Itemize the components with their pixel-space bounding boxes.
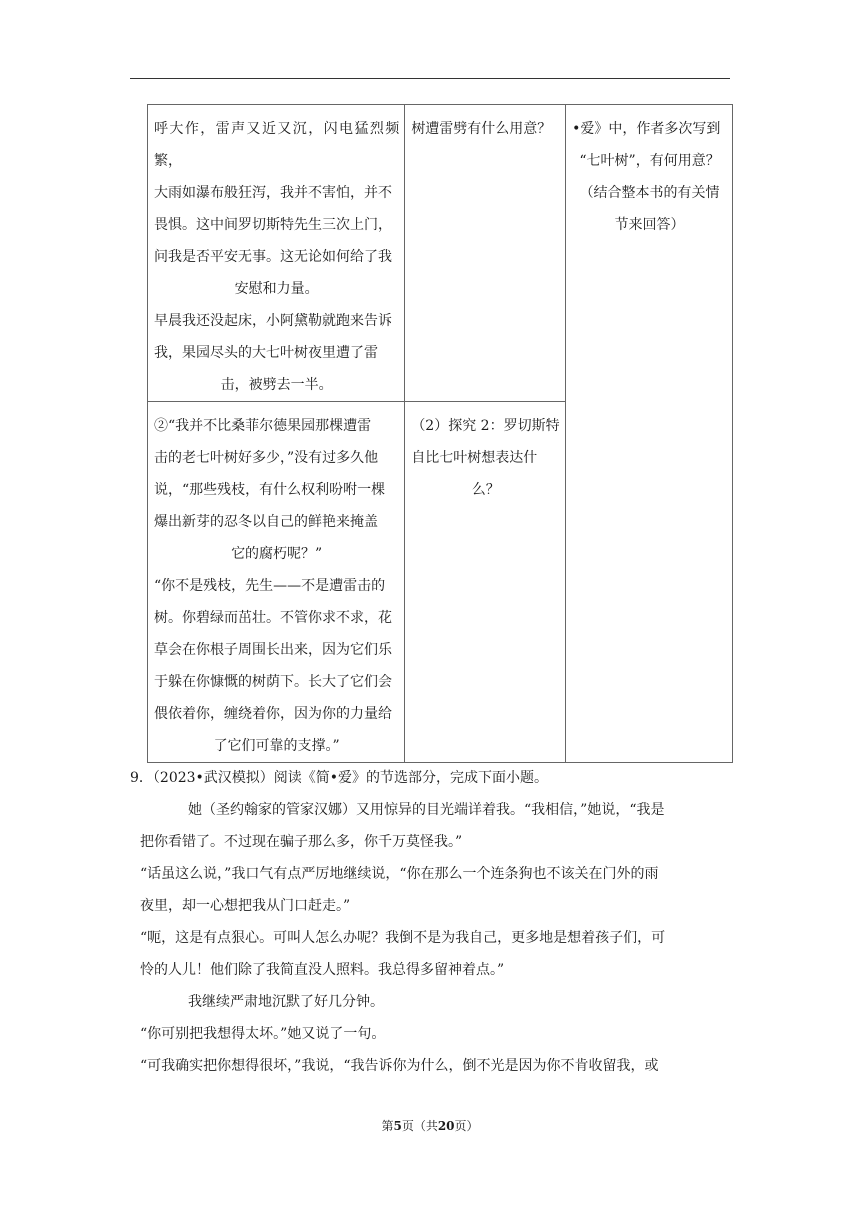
passage-line: “你可别把我想得太坏。”她又说了一句。 [140,1026,386,1042]
question-cell [405,402,566,763]
passage-line: 树。你碧绿而茁壮。不管你求不求，花 [154,610,392,626]
passage-line: 草会在你根子周围长出来，因为它们乐 [154,642,392,658]
question-line: （2）探究 2：罗切斯特 [411,418,560,434]
passage-line: “话虽这么说，”我口气有点严厉地继续说，“你在那么一个连条狗也不该关在门外的雨 [140,866,659,882]
table-row [148,105,733,402]
passage-line: 夜里，却一心想把我从门口赶走。” [140,898,351,914]
question-line: 自比七叶树想表达什 [411,450,538,466]
passage-line: 击，被劈去一半。 [220,377,333,393]
passage-line: 说，“那些残枝，有什么权利吩咐一棵 [154,482,386,498]
passage-line: 畏惧。这中间罗切斯特先生三次上门， [154,217,392,233]
header-rule [130,78,730,79]
question-line: 节来回答） [614,217,685,233]
passage-line: 大雨如瀑布般狂泻，我并不害怕，并不 [154,185,392,201]
passage-line: 安慰和力量。 [234,281,319,297]
question-line: 树遭雷劈有什么用意？ [411,121,552,137]
passage-line: 击的老七叶树好多少，”没有过多久他 [154,450,379,466]
passage-line: 把你看错了。不过现在骗子那么多，你千万莫怪我。” [140,834,463,850]
passage-line: “可我确实把你想得很坏，”我说，“我告诉你为什么，倒不光是因为你不肯收留我，或 [140,1058,659,1074]
passage-cell [148,402,405,763]
passage-cell [148,105,405,402]
footer-prefix: 第 [381,1119,394,1133]
question-line: “七叶树”，有何用意？ [579,153,720,169]
passage-line: 早晨我还没起床，小阿黛勒就跑来告诉 [154,313,392,329]
passage-line: 我，果园尽头的大七叶树夜里遭了雷 [154,345,378,361]
passage-line: “你不是残枝，先生——不是遭雷击的 [154,578,386,594]
passage-line: 了它们可靠的支撑。” [213,738,340,754]
page-total: 20 [437,1119,455,1133]
question-line: 么？ [471,482,500,498]
passage-line: 问我是否平安无事。这无论如何给了我 [154,249,392,265]
passage-line: “呃，这是有点狠心。可叫人怎么办呢？我倒不是为我自己，更多地是想着孩子们，可 [140,930,666,946]
passage-line: 我继续严肃地沉默了好几分钟。 [188,994,384,1010]
passage-line: 偎依着你，缠绕着你，因为你的力量给 [154,706,392,722]
footer-suffix: 页） [454,1119,479,1133]
footer-middle: 页（共 [401,1119,438,1133]
passage-line: 呼大作，雷声又近又沉，闪电猛烈频繁， [154,121,400,169]
question-line: （结合整本书的有关情 [579,185,720,201]
passage-line: 她（圣约翰家的管家汉娜）又用惊异的目光端详着我。“我相信，”她说，“我是 [188,802,665,818]
page-footer [0,1117,860,1134]
reading-table [147,104,733,763]
passage-line: 爆出新芽的忍冬以自己的鲜艳来掩盖 [154,514,378,530]
passage-line: 于躲在你慷慨的树荫下。长大了它们会 [154,674,392,690]
question-line: •爱》中，作者多次写到 [572,121,721,137]
question-cell [405,105,566,402]
passage-line: ②“我并不比桑菲尔德果园那棵遭雷 [154,418,372,434]
passage-line: 它的腐朽呢？” [231,546,323,562]
page-number: 5 [393,1119,402,1133]
passage-line: 怜的人儿！他们除了我简直没人照料。我总得多留神着点。” [140,962,505,978]
question-header: 9．（2023•武汉模拟）阅读《简•爱》的节选部分，完成下面小题。 [130,770,549,786]
merged-question-cell [566,105,733,763]
question-9 [130,762,730,1082]
